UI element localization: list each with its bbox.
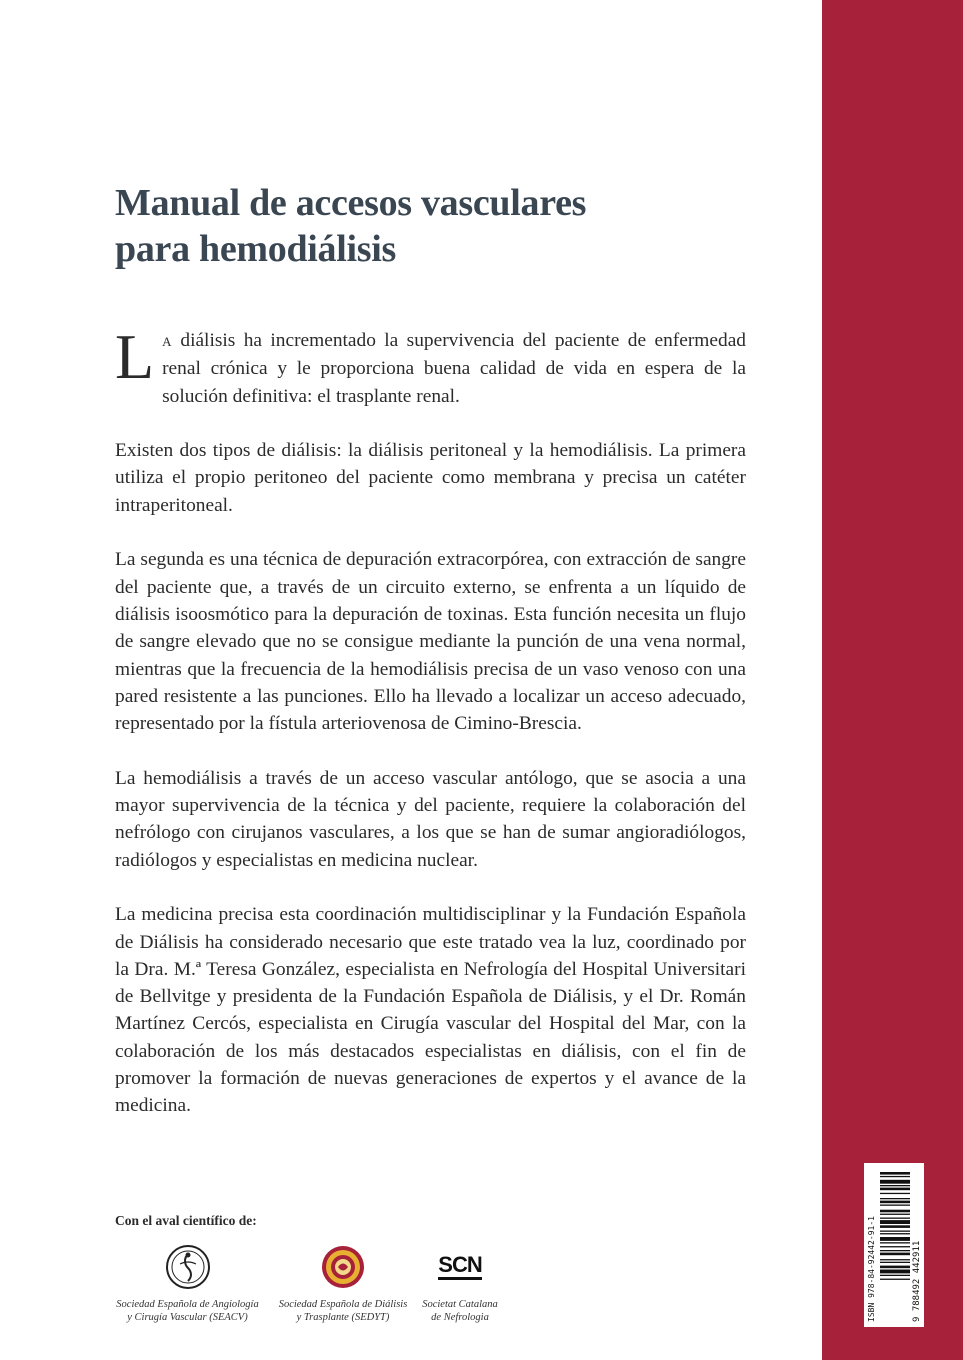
barcode-bar	[880, 1176, 910, 1177]
barcode-bar	[880, 1193, 910, 1194]
back-cover-text	[115, 321, 746, 1147]
paragraph-4: La hemodiálisis a través de un acceso vascular antólogo, que se asocia a una mayor supervivencia de la técnica y del paciente, requiere la colaboración del nefrólogo con cirujanos vasculares, a los que se han de sumar angioradiólogos, radiólogos y especialistas en medicina nuclear.	[115, 767, 746, 871]
seacv-logo-block	[115, 1244, 260, 1324]
paragraph-2: Existen dos tipos de diálisis: la diálisis peritoneal y la hemodiálisis. La primera utiliza el propio peritoneo del paciente como membrana y precisa un catéter intraperitoneal.	[115, 440, 746, 516]
barcode-bar	[880, 1201, 910, 1204]
scn-logo-icon	[435, 1244, 485, 1290]
book-title	[115, 180, 795, 272]
isbn-digits: 9 788492 442911	[912, 1240, 922, 1322]
seacv-caption-1: Sociedad Española de Angiología	[116, 1299, 259, 1310]
barcode-bar	[880, 1188, 910, 1191]
isbn-text: ISBN 978-84-92442-91-1	[867, 1216, 876, 1322]
barcode-bar	[880, 1246, 910, 1247]
barcode-bar	[880, 1266, 910, 1269]
sedyt-caption-1: Sociedad Española de Diálisis	[278, 1299, 408, 1310]
barcode-bar	[880, 1275, 910, 1276]
barcode-bar	[880, 1259, 910, 1260]
seacv-seal-icon	[165, 1244, 211, 1290]
title-line-1: Manual de accesos vasculares	[115, 182, 587, 224]
barcode-bar	[880, 1262, 910, 1263]
barcode-bar	[880, 1214, 910, 1215]
barcode-bar	[880, 1198, 910, 1199]
barcode-bar	[880, 1242, 910, 1243]
sedyt-caption-2: y Trasplante (SEDYT)	[296, 1312, 390, 1323]
barcode-graphic	[865, 1164, 923, 1326]
spine-color-band	[822, 0, 963, 1360]
barcode-bar	[880, 1185, 910, 1186]
isbn-barcode	[864, 1163, 924, 1327]
barcode-bar	[880, 1233, 910, 1234]
endorsement-label: Con el aval científico de:	[115, 1213, 257, 1228]
barcode-bar	[880, 1220, 910, 1224]
seacv-caption-2: y Cirugía Vascular (SEACV)	[127, 1312, 248, 1323]
barcode-bar	[880, 1172, 910, 1175]
scn-mark-text: SCN	[438, 1252, 482, 1277]
paragraph-3: La segunda es una técnica de depuración extracorpórea, con extracción de sangre del paciente que, a través de un circuito externo, se enfrenta a un líquido de diálisis isoosmótico para la depuración de toxinas. Esta función necesita un flujo de sangre elevado que no se consigue mediante la punción de una vena normal, mientras que la frecuencia de la hemodiálisis precisa de un vaso venoso con una pared resistente a las punciones. Ello ha llevado a localizar un acceso adecuado, representado por la fístula arteriovenosa de Cimino-Brescia.	[115, 549, 746, 735]
sedyt-logo-block	[276, 1244, 410, 1324]
barcode-bar	[880, 1250, 910, 1251]
paragraph-5: La medicina precisa esta coordinación multidisciplinar y la Fundación Española de Diálisis ha considerado necesario que este tratado vea la luz, coordinado por la Dra. M.ª Teresa González, especialista en Nefrología del Hospital Universitari de Bellvitge y presidenta de la Fundación Española de Diálisis, y el Dr. Román Martínez Cercós, especialista en Cirugía vascular del Hospital del Mar, con la colaboración de los más destacados especialistas en diálisis, con el fin de promover la formación de nuevas generaciones de expertos y el avance de la medicina.	[115, 904, 746, 1117]
barcode-bar	[880, 1225, 910, 1228]
scn-logo-block	[420, 1244, 500, 1324]
drop-cap: L	[115, 321, 155, 392]
sedyt-seal-icon	[320, 1244, 366, 1290]
paragraph-1-text: diálisis ha incrementado la supervivencia del paciente de enfermedad renal crónica y le proporciona buena calidad de vida en espera de la solución definitiva: el trasplante renal.	[162, 330, 746, 407]
barcode-bar	[880, 1253, 910, 1256]
scn-caption-2: de Nefrologia	[431, 1312, 489, 1323]
barcode-bar	[880, 1180, 910, 1184]
scn-caption-1: Societat Catalana	[422, 1299, 498, 1310]
paragraph-1	[115, 321, 746, 410]
title-line-2: para hemodiálisis	[115, 228, 396, 270]
barcode-bar	[880, 1270, 910, 1274]
small-cap: A	[162, 334, 172, 349]
barcode-bar	[880, 1218, 910, 1219]
barcode-bar	[880, 1237, 910, 1241]
barcode-bar	[880, 1231, 910, 1232]
barcode-bar	[880, 1210, 910, 1213]
barcode-bar	[880, 1279, 910, 1280]
barcode-bar	[880, 1205, 910, 1206]
